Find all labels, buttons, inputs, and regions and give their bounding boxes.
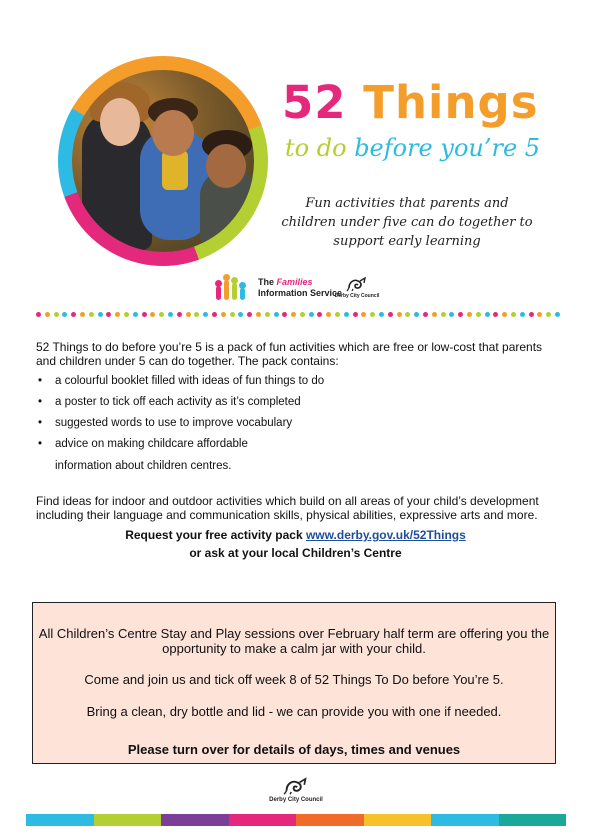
divider-dot [177,312,182,317]
divider-dot [485,312,490,317]
request-text: Request your free activity pack [125,528,306,542]
divider-dot [370,312,375,317]
divider-dot [300,312,305,317]
divider-dot [291,312,296,317]
divider-dot [203,312,208,317]
divider-dot [441,312,446,317]
find-ideas-paragraph: Find ideas for indoor and outdoor activities which build on all areas of your child’s development including their language and communication skills, physical abilities, expressive arts and more. [36,494,539,522]
footer-derby-logo [263,776,329,810]
notice-box [32,602,556,764]
subtitle-part1: to do [285,134,347,162]
bullet: • [38,396,43,408]
divider-dot [54,312,59,317]
divider-dot [309,312,314,317]
divider-dot [414,312,419,317]
divider-dot [80,312,85,317]
subtitle [285,136,540,160]
divider-dot [405,312,410,317]
list-item: • suggested words to use to improve vocabulary [38,417,293,429]
or-ask-line: or ask at your local Children’s Centre [189,546,402,560]
divider-dot [212,312,217,317]
divider-dot [124,312,129,317]
divider-dot [71,312,76,317]
divider-dot [511,312,516,317]
bullet: • [38,375,43,387]
divider-dot [168,312,173,317]
divider-dot [89,312,94,317]
fis-text-families: Families [276,277,313,287]
divider-dot [256,312,261,317]
divider-dot [274,312,279,317]
pack-contents-list [36,374,556,458]
intro-paragraph: 52 Things to do before you’re 5 is a pack of fun activities which are free or low-cost that parents and children under 5 can do together. The pack contains: [36,340,543,368]
list-item: • a colourful booklet filled with ideas of fun things to do [38,375,325,387]
divider-dot [142,312,147,317]
divider-dot [353,312,358,317]
notice-line-4: Please turn over for details of days, times and venues [127,742,461,757]
list-item: • advice on making childcare affordable [38,438,248,450]
divider-dot [493,312,498,317]
divider-dot [150,312,155,317]
divider-dot [317,312,322,317]
divider-dot [221,312,226,317]
main-title [282,76,539,129]
divider-dot [502,312,507,317]
divider-dot [520,312,525,317]
divider-dot [194,312,199,317]
divider-dot [344,312,349,317]
divider-dot [98,312,103,317]
derby-city-council-logo [332,276,382,304]
ram-icon [283,776,309,796]
title-number: 52 [282,76,347,129]
list-item: • a poster to tick off each activity as it’s completed [38,396,301,408]
divider-dot [238,312,243,317]
fis-logo-text [258,277,342,299]
divider-dot [282,312,287,317]
divider-dot [432,312,437,317]
divider-dot [529,312,534,317]
divider-dot [115,312,120,317]
families-information-service-logo [216,274,246,300]
divider-dot [546,312,551,317]
divider-dot [230,312,235,317]
divider-dot [423,312,428,317]
title-word: Things [363,76,539,129]
derby-logo-label: Derby City Council [334,293,380,299]
divider-dot [265,312,270,317]
divider-dot [133,312,138,317]
family-photo [72,70,254,252]
ram-icon [346,276,368,292]
bullet: • [38,438,43,450]
notice-line-3: Bring a clean, dry bottle and lid - we can provide you with one if needed. [86,704,502,719]
divider-dot [449,312,454,317]
divider-dot [106,312,111,317]
request-line [0,528,591,542]
divider-dot [45,312,50,317]
dotted-divider [36,312,560,318]
fis-text-info: Information Service [258,288,343,298]
divider-dot [361,312,366,317]
derby-52things-link[interactable]: www.derby.gov.uk/52Things [305,528,466,542]
divider-dot [379,312,384,317]
color-stripe [26,814,566,826]
notice-line-1: All Children’s Centre Stay and Play sessions over February half term are offering you the opportunity to make a calm jar with your child. [38,626,550,656]
divider-dot [537,312,542,317]
subtitle-part2: before you’re 5 [354,134,541,162]
footer-derby-label: Derby City Council [269,797,323,803]
divider-dot [476,312,481,317]
divider-dot [388,312,393,317]
divider-dot [62,312,67,317]
divider-dot [36,312,41,317]
divider-dot [397,312,402,317]
notice-line-2: Come and join us and tick off week 8 of 52 Things To Do before You’re 5. [84,672,504,687]
divider-dot [335,312,340,317]
children-centres-line: information about children centres. [55,460,232,472]
tagline: Fun activities that parents and children under five can do together to support early learning [281,196,533,249]
divider-dot [458,312,463,317]
fis-text-the: The [258,277,277,287]
divider-dot [326,312,331,317]
bullet: • [38,417,43,429]
divider-dot [247,312,252,317]
divider-dot [555,312,560,317]
divider-dot [159,312,164,317]
divider-dot [467,312,472,317]
divider-dot [186,312,191,317]
